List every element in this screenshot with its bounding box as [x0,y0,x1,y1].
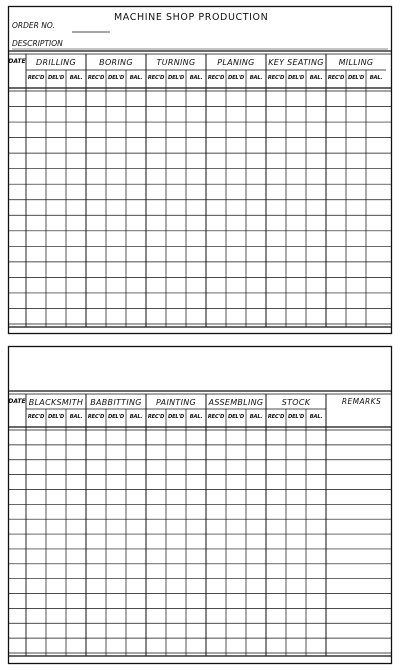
front-card-grid [8,6,392,334]
section-header: TURNING [156,58,196,67]
date-column-header: DATE [8,58,26,65]
order-number-label: ORDER NO. [12,21,55,30]
front-card [8,6,392,334]
subcolumn-header: BAL. [249,414,263,420]
remarks-column-header: REMARKS [341,397,382,406]
subcolumn-header: BAL. [69,75,83,81]
subcolumn-header: REC'D [207,75,225,81]
subcolumn-header: REC'D [267,414,285,420]
subcolumn-header: DEL'D [227,414,245,420]
section-header: MILLING [338,58,374,67]
subcolumn-header: DEL'D [347,75,365,81]
subcolumn-header: BAL. [249,75,263,81]
section-header: PAINTING [155,398,197,407]
date-column-header: DATE [8,398,26,405]
section-header: PLANING [217,58,255,67]
subcolumn-header: BAL. [129,75,143,81]
subcolumn-header: BAL. [369,75,383,81]
subcolumn-header: DEL'D [47,75,65,81]
subcolumn-header: BAL. [309,414,323,420]
section-header: BLACKSMITH [28,398,84,407]
subcolumn-header: BAL. [129,414,143,420]
subcolumn-header: REC'D [27,75,45,81]
subcolumn-header: REC'D [27,414,45,420]
section-header: KEY SEATING [268,58,324,67]
subcolumn-header: BAL. [69,414,83,420]
subcolumn-header: DEL'D [47,414,65,420]
back-card-grid [8,346,392,664]
subcolumn-header: DEL'D [287,414,305,420]
section-header: BABBITTING [90,398,142,407]
subcolumn-header: DEL'D [107,75,125,81]
subcolumn-header: REC'D [267,75,285,81]
subcolumn-header: REC'D [147,414,165,420]
subcolumn-header: DEL'D [107,414,125,420]
subcolumn-header: DEL'D [287,75,305,81]
form-title: MACHINE SHOP PRODUCTION [114,12,269,23]
section-header: ASSEMBLING [208,398,264,407]
subcolumn-header: BAL. [189,414,203,420]
subcolumn-header: REC'D [207,414,225,420]
subcolumn-header: DEL'D [167,75,185,81]
description-label: DESCRIPTION [12,39,63,48]
back-card [8,346,392,664]
section-header: DRILLING [36,58,76,67]
subcolumn-header: DEL'D [167,414,185,420]
subcolumn-header: REC'D [87,414,105,420]
section-header: STOCK [281,398,311,407]
section-header: BORING [99,58,133,67]
subcolumn-header: REC'D [327,75,345,81]
subcolumn-header: REC'D [87,75,105,81]
subcolumn-header: BAL. [309,75,323,81]
subcolumn-header: DEL'D [227,75,245,81]
subcolumn-header: REC'D [147,75,165,81]
subcolumn-header: BAL. [189,75,203,81]
